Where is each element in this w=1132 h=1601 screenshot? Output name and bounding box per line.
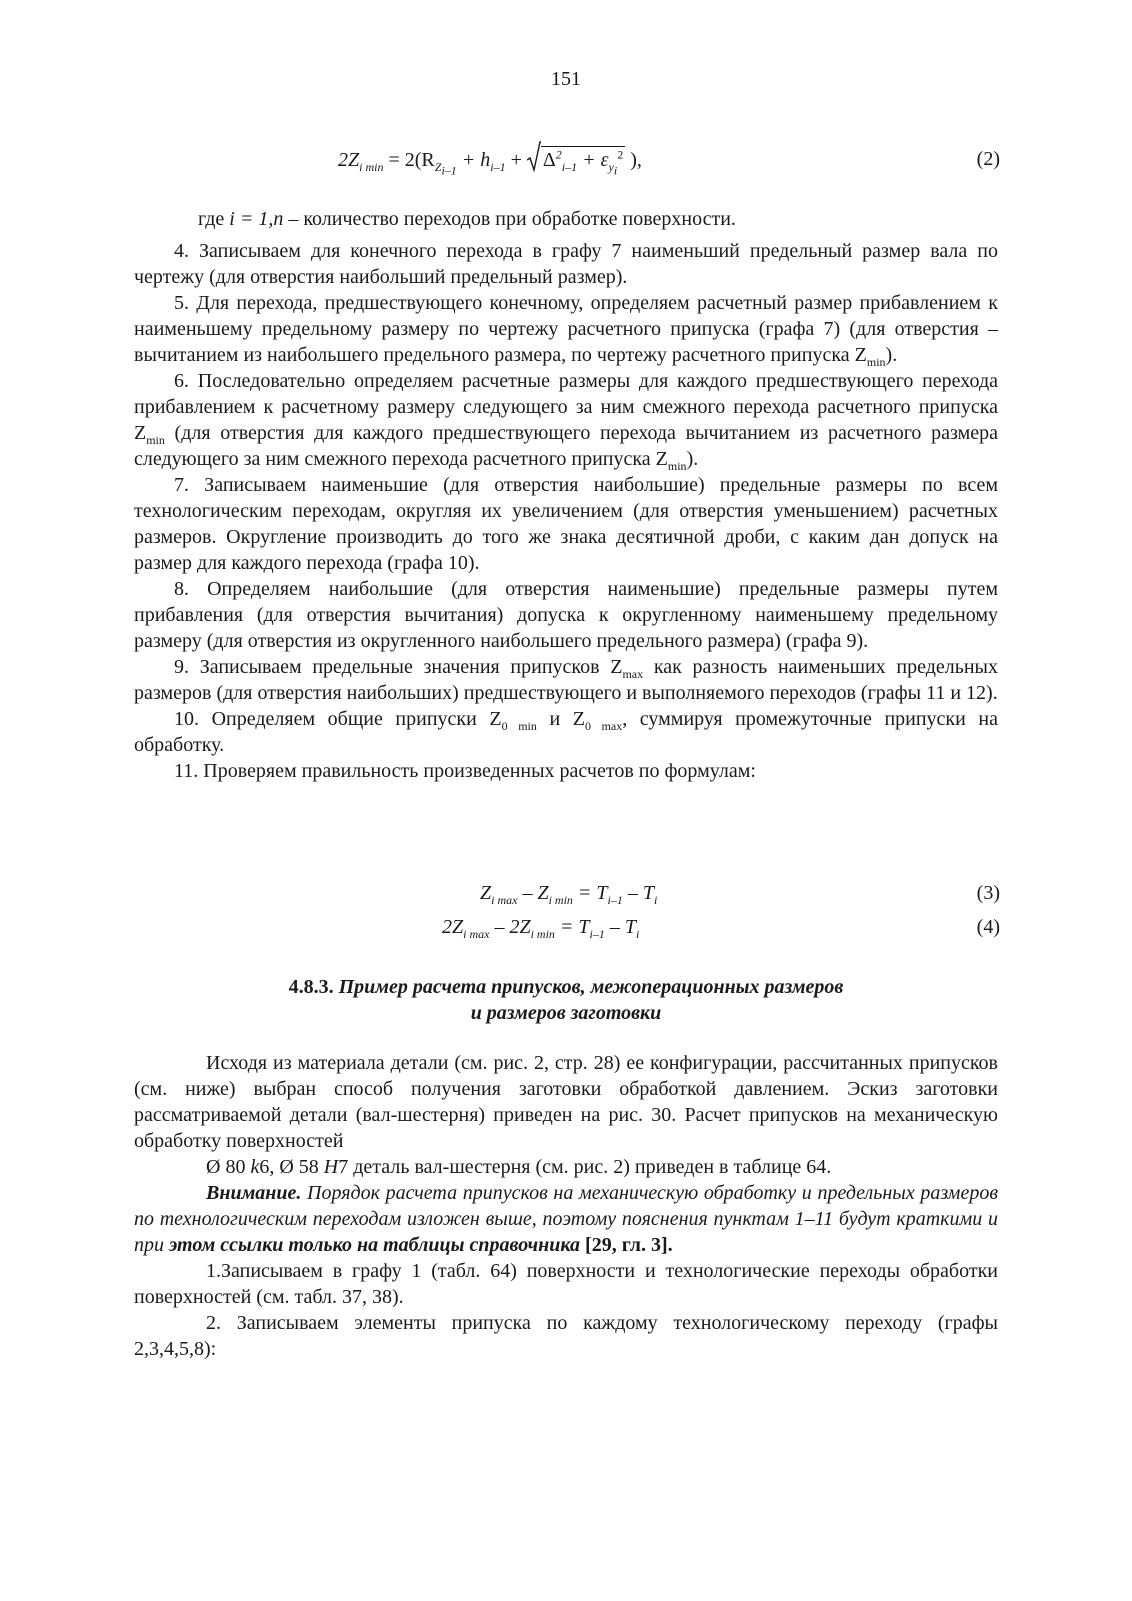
paragraph-intro: Исходя из материала детали (см. рис. 2, стр. 28) ее конфигурации, рассчитанных припусков (см. ниже) выбран способ получения заготовки обработкой давлением. Эскиз заготовки рассматриваемой детали (вал-шестерня) приведен на рис. 30. Расчет припусков на механическую обработку поверхностей bbox=[134, 1052, 998, 1152]
example-block bbox=[134, 1050, 998, 1362]
paragraph-step-8: 8. Определяем наибольшие (для отверстия наименьшие) предельные размеры путем прибавления (для отверстия вычитания) допуска к округленному наименьшему предельному размеру (для отверстия из округленного наибольшего предельного размера) (графа 9). bbox=[134, 578, 998, 652]
formula-2-number: (2) bbox=[976, 148, 1000, 170]
paragraph-dimensions: Ø 80 k6, Ø 58 H7 деталь вал-шестерня (см. рис. 2) приведен в таблице 64. bbox=[206, 1156, 832, 1178]
paragraph-item-1: 1.Записываем в графу 1 (табл. 64) поверхности и технологические переходы обработки поверхностей (см. табл. 37, 38). bbox=[134, 1260, 998, 1308]
radical-sign-icon bbox=[527, 140, 541, 172]
formula-3-expression: $Z_{i max} - Z_{i min} = T_{i-1} - T_i$ bbox=[480, 882, 658, 907]
formula-3-number: (3) bbox=[976, 882, 1000, 904]
formula-4-number: (4) bbox=[976, 916, 1000, 938]
formula-4-expression: $2Z_{i max} - 2Z_{i min} = T_{i-1} - T_i$ bbox=[442, 916, 640, 941]
steps-block bbox=[134, 238, 998, 784]
paragraph-step-11: 11. Проверяем правильность произведенных расчетов по формулам: bbox=[174, 760, 756, 782]
formula-2-expression: $2Z_{i min} = 2(R_{Z_{i-1}} + h_{i-1}$ + $\Delta^2_{i-1} + \varepsilon_{y_i}^2$ ), bbox=[338, 146, 642, 173]
formula-3 bbox=[0, 880, 1132, 914]
paragraph-step-4: 4. Записываем для конечного перехода в графу 7 наименьший предельный размер вала по чертежу (для отверстия наибольший предельный размер). bbox=[134, 240, 998, 288]
paragraph-step-6: 6. Последовательно определяем расчетные размеры для каждого предшествующего перехода прибавлением к расчетному размеру следующего за ним смежного перехода расчетного припуска $Z_{min}$ (для отверстия для каждого предшествующего перехода вычитанием из расчетного размера следующего за ним смежного перехода расчетного припуска $Z_{min}$). bbox=[134, 370, 998, 473]
square-root: $\Delta^2_{i-1} + \varepsilon_{y_i}^2$ bbox=[527, 146, 625, 173]
paragraph-step-5: 5. Для перехода, предшествующего конечному, определяем расчетный размер прибавлением к наименьшему предельному размеру по чертежу расчетного припуска (графа 7) (для отверстия – вычитанием из наибольшего предельного размера, по чертежу расчетного припуска $Z_{min}$). bbox=[134, 292, 998, 369]
formula-4 bbox=[0, 914, 1132, 948]
page-number: 151 bbox=[551, 68, 581, 90]
formula-2 bbox=[0, 146, 1132, 180]
paragraph-step-7: 7. Записываем наименьшие (для отверстия наибольшие) предельные размеры по всем технологическим переходам, округляя их увеличением (для отверстия уменьшением) расчетных размеров. Округление производить до того же знака десятичной дроби, с каким дан допуск на размер для каждого перехода (графа 10). bbox=[134, 474, 998, 574]
section-heading: 4.8.3. Пример расчета припусков, межоперационных размеров и размеров заготовки bbox=[288, 976, 844, 1024]
where-line: где i = 1,n – количество переходов при обработке поверхности. bbox=[198, 208, 736, 230]
paragraph-step-10: 10. Определяем общие припуски $Z_{0 min}$ и $Z_{0 max}$, суммируя промежуточные припуски на обработку. bbox=[134, 708, 999, 756]
paragraph-note: Внимание. Порядок расчета припусков на механическую обработку и предельных размеров по технологическим переходам изложен выше, поэтому пояснения пунктам 1–11 будут краткими и при этом ссылки только на таблицы справочника [29, гл. 3]. bbox=[134, 1182, 998, 1256]
paragraph-item-2: 2. Записываем элементы припуска по каждому технологическому переходу (графы 2,3,4,5,8): bbox=[134, 1312, 998, 1360]
paragraph-step-9: 9. Записываем предельные значения припусков $Z_{max}$ как разность наименьших предельных размеров (для отверстия наибольших) предшествующего и выполняемого переходов (графы 11 и 12). bbox=[134, 656, 998, 704]
